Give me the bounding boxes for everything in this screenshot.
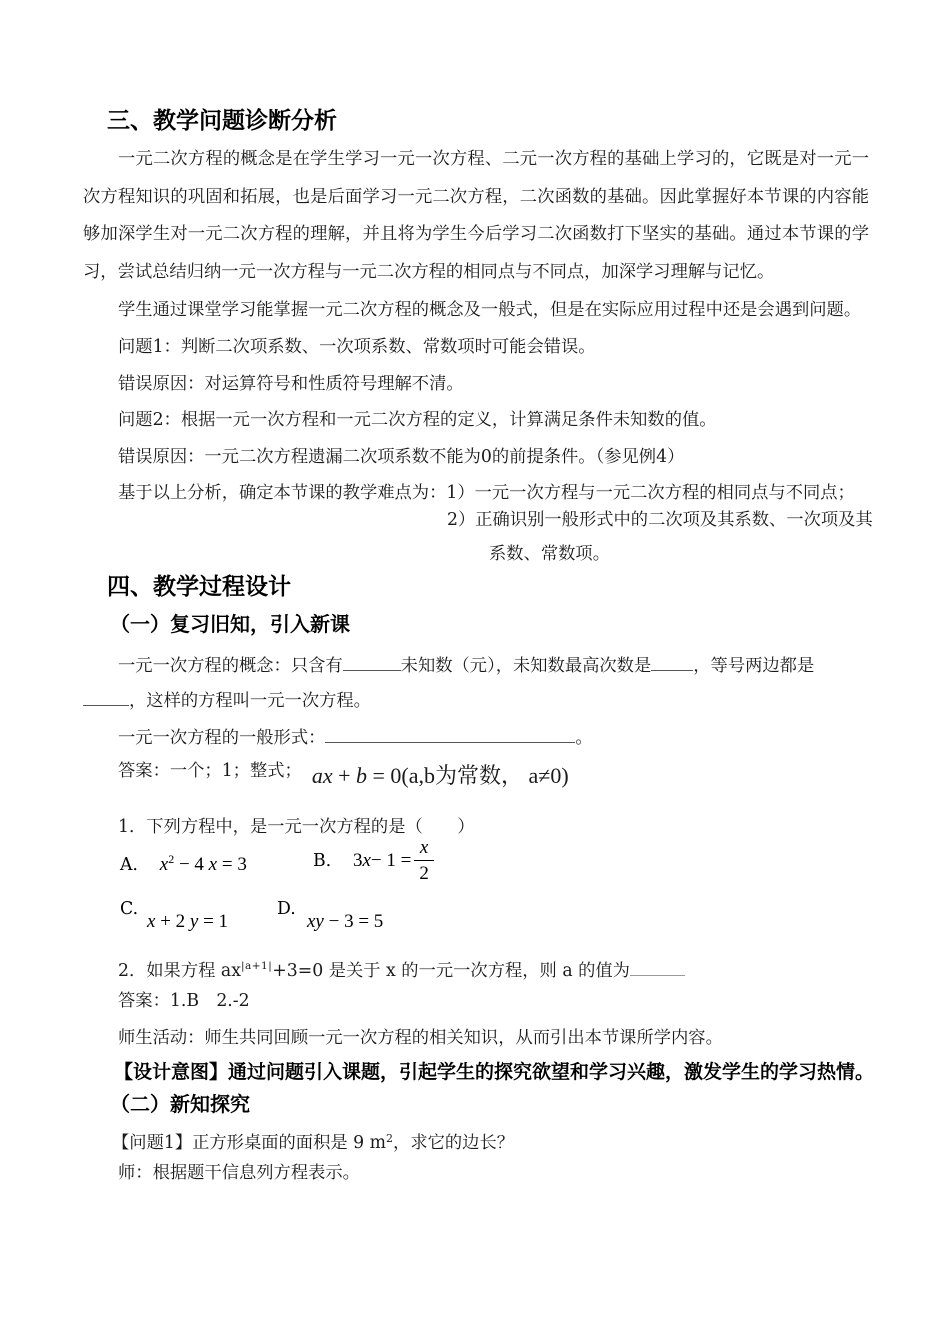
difficulty-item2-line1: 2）正确识别一般形式中的二次项及其系数、一次项及其 — [447, 510, 873, 530]
option-c-label: C. — [120, 899, 139, 919]
concept-seg2: 未知数（元），未知数最高次数是 — [400, 656, 652, 677]
answers-line: 答案：1.B 2.-2 — [118, 991, 250, 1011]
cause-2-line: 错误原因：一元二次方程遗漏二次项系数不能为0的前提条件。（参见例4） — [118, 447, 685, 467]
blank-underline — [343, 652, 401, 671]
option-d: xy − 3 = 5 — [307, 911, 384, 932]
concept-line-2 — [83, 687, 371, 712]
answer-formula: ax + b = 0(a,b为常数， a≠0) — [311, 763, 569, 788]
blank-underline — [83, 687, 129, 706]
square-meter-exponent: 2 — [386, 1132, 394, 1145]
fraction: $\frac{x}{2}$ — [414, 838, 434, 883]
answer-label: 答案：一个；1；整式； — [118, 761, 302, 781]
blank-underline — [651, 652, 693, 671]
option-a-label: A． — [120, 855, 150, 875]
teacher-line: 师：根据题干信息列方程表示。 — [118, 1163, 360, 1183]
q2-exponent: |a+1| — [240, 960, 273, 972]
problem1-line: 【问题1】正方形桌面的面积是 9 $m^2$，求它的边长？ — [112, 1132, 515, 1153]
q2-blank — [630, 957, 685, 976]
difficulty-item2-line2: 系数、常数项。 — [489, 544, 610, 564]
option-a: A． $x^2 - 4$ x = 3 — [120, 852, 247, 875]
issue-1-line: 问题1：判断二次项系数、一次项系数、常数项时可能会错误。 — [118, 337, 596, 357]
answer-line — [118, 757, 569, 788]
q2-line: 2．如果方程 $ax^{|a+1|}+3=0$ 是关于 x 的一元一次方程，则 a 的值为 — [118, 955, 685, 982]
part1-heading: （一）复习旧知，引入新课 — [110, 612, 350, 636]
concept-seg3: ，等号两边都是 — [693, 656, 815, 677]
section3-heading: 三、教学问题诊断分析 — [107, 108, 337, 134]
cause-1-line: 错误原因：对运算符号和性质符号理解不清。 — [118, 374, 464, 394]
option-d-label: D. — [277, 899, 296, 919]
student-paragraph: 学生通过课堂学习能掌握一元二次方程的概念及一般式，但是在实际应用过程中还是会遇到问题。 — [118, 300, 862, 320]
concept-line — [118, 652, 814, 677]
option-b: B． 3 x − 1 = $\frac{x}{2}$ — [313, 838, 434, 883]
concept-seg1: 一元一次方程的概念：只含有 — [118, 656, 343, 677]
design-intent-line: 【设计意图】通过问题引入课题，引起学生的探究欲望和学习兴趣，激发学生的学习热情。 — [114, 1061, 875, 1083]
general-form-label: 一元一次方程的一般形式： — [118, 728, 326, 749]
concept-seg4: ，这样的方程叫一元一次方程。 — [129, 691, 371, 712]
overview-paragraph: 一元二次方程的概念是在学生学习一元一次方程、二元一次方程的基础上学习的，它既是对一元一次方程知识的巩固和拓展，也是后面学习一元二次方程，二次函数的基础。因此掌握好本节课的内容能够加深学生对一元二次方程的理解，并且将为学生今后学习二次函数打下坚实的基础。通过本节课的学习，尝试总结归纳一元一次方程与一元二次方程的相同点与不同点，加深学习理解与记忆。 — [83, 149, 869, 282]
blank-underline — [325, 724, 575, 743]
section4-heading: 四、教学过程设计 — [107, 574, 291, 600]
part2-heading: （二）新知探究 — [110, 1092, 250, 1116]
q1-stem: 1．下列方程中，是一元一次方程的是（ ） — [118, 817, 475, 837]
option-b-label: B． — [313, 850, 343, 871]
general-form-period: 。 — [575, 728, 593, 749]
option-c: x + 2 y = 1 — [147, 911, 229, 932]
general-form-line — [118, 724, 593, 749]
activity-line: 师生活动：师生共同回顾一元一次方程的相关知识，从而引出本节课所学内容。 — [118, 1028, 723, 1048]
issue-2-line: 问题2：根据一元一次方程和一元二次方程的定义，计算满足条件未知数的值。 — [118, 410, 717, 430]
difficulty-lead-line: 基于以上分析，确定本节课的教学难点为：1）一元一次方程与一元二次方程的相同点与不同点； — [118, 483, 855, 503]
